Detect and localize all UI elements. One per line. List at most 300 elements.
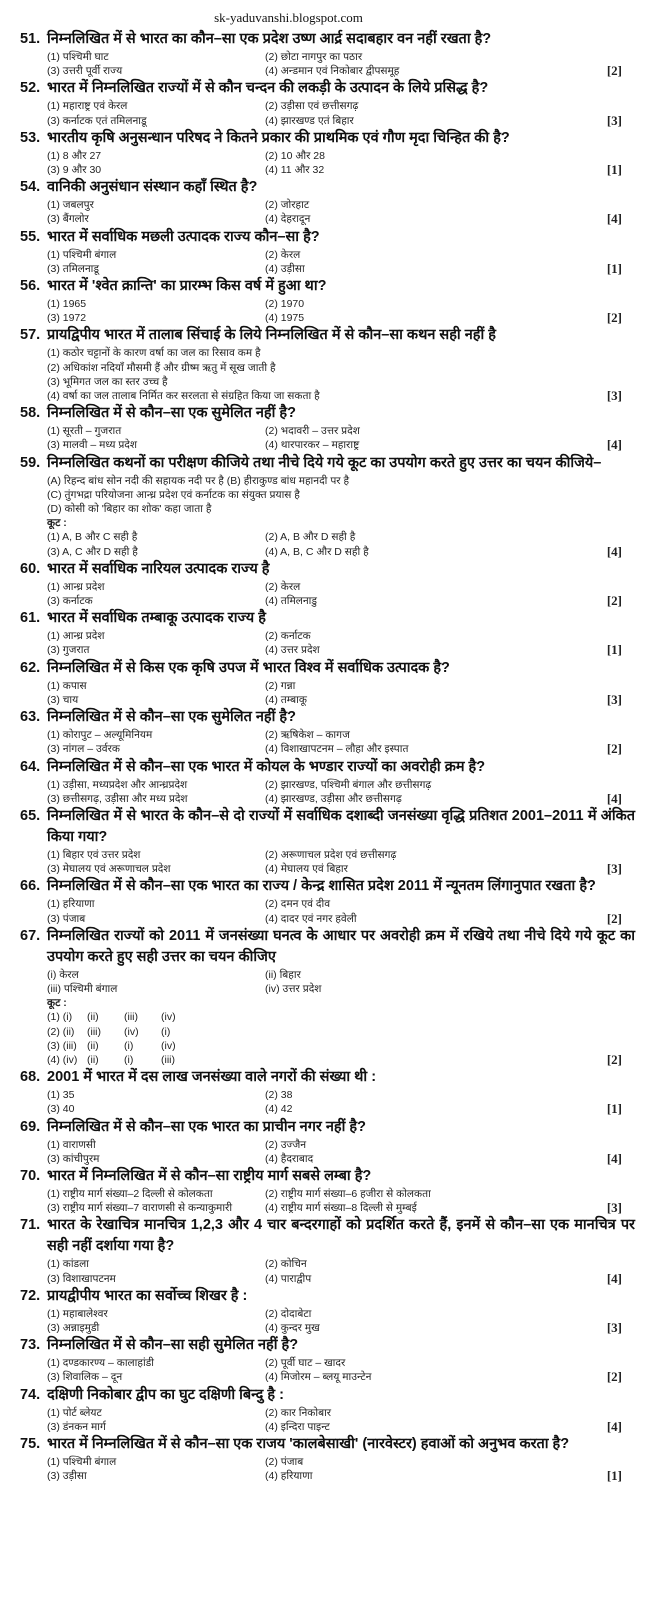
- option: (4) उड़ीसा: [265, 262, 305, 275]
- option: (4) हरियाणा: [265, 1470, 313, 1483]
- option-row: [20, 728, 635, 742]
- option: (2) छोटा नागपुर का पठार: [265, 51, 363, 63]
- option: (iv) उत्तर प्रदेश: [265, 982, 322, 995]
- option: (3) राष्ट्रीय मार्ग संख्या–7 वाराणसी से कन्याकुमारी: [47, 1202, 233, 1215]
- option: (2) अधिकांश नदियाँ मौसमी हैं और ग्रीष्म ऋतु में सूख जाती है: [47, 361, 276, 374]
- answer-key: [2]: [606, 593, 622, 609]
- option: (1) आन्ध्र प्रदेश: [47, 630, 105, 643]
- question-item: [20, 806, 635, 876]
- question-text: निम्नलिखित में से कौन–सा एक सुमेलित नहीं है?: [47, 709, 296, 726]
- option: (1) महाराष्ट्र एवं केरल: [47, 100, 128, 113]
- question-item: [20, 559, 635, 608]
- question-text: प्रायद्वीपीय भारत का सर्वोच्च शिखर है :: [47, 1287, 248, 1304]
- kut-cell: (iii): [87, 1025, 101, 1038]
- option-row: [20, 311, 635, 325]
- answer-key: [2]: [606, 310, 622, 326]
- option-row: [20, 474, 635, 488]
- option-row: [20, 1088, 635, 1102]
- option-row: [20, 502, 635, 516]
- option: (1) A, B और C सही है: [47, 531, 138, 544]
- option: (1) 35: [47, 1089, 75, 1102]
- option: (1) जबलपुर: [47, 199, 94, 212]
- question-text: निम्नलिखित राज्यों को 2011 में जनसंख्या घनत्व के आधार पर अवरोही क्रम में रखिये तथा नीचे दिये गये कूट का उपयोग करते हुए सही उत्तर का चयन कीजिए: [47, 927, 635, 965]
- question-item: [20, 1286, 635, 1335]
- option: (3) कांचीपुरम: [47, 1152, 100, 1165]
- question-line: [20, 276, 635, 297]
- question-line: [20, 128, 635, 149]
- question-number: 72.: [20, 1287, 41, 1304]
- option: (4) इन्दिरा पाइन्ट: [265, 1420, 330, 1433]
- option: (4) झारखण्ड, उड़ीसा और छत्तीसगढ़: [265, 792, 402, 805]
- option: (3) 40: [47, 1103, 75, 1116]
- option-row: [20, 1356, 635, 1370]
- option: (3) कर्नाटक एतं तमिलनाडू: [47, 114, 147, 127]
- kut-cell: (i): [124, 1053, 134, 1066]
- answer-key: [4]: [606, 1418, 622, 1434]
- option-row: [20, 862, 635, 876]
- option: (3) 9 और 30: [47, 164, 102, 177]
- option: (4) 42: [265, 1103, 293, 1116]
- question-number: 65.: [20, 807, 41, 824]
- option: (2) A, B और D सही है: [265, 531, 356, 544]
- option: (1) वाराणसी: [47, 1138, 96, 1151]
- question-text: निम्नलिखित में से कौन–सा एक भारत का प्राचीन नगर नहीं है?: [47, 1118, 366, 1135]
- option-row: [20, 114, 635, 128]
- option: (1) हरियाणा: [47, 898, 95, 911]
- option: (2) कोचिन: [265, 1258, 307, 1271]
- option-row: [20, 262, 635, 276]
- option: (2) अरूणाचल प्रदेश एवं छत्तीसगढ़: [265, 848, 397, 861]
- option: (3) बैंगलोर: [47, 213, 89, 226]
- question-number: 74.: [20, 1386, 41, 1403]
- question-number: 67.: [20, 927, 41, 944]
- option-row: [20, 163, 635, 177]
- option: (4) 1975: [265, 312, 305, 325]
- option-row: [20, 1321, 635, 1335]
- option: (3) भूमिगत जल का स्तर उच्च है: [47, 375, 168, 388]
- option: (2) भदावरी – उत्तर प्रदेश: [265, 425, 360, 438]
- question-text: निम्नलिखित कथनों का परीक्षण कीजिये तथा नीचे दिये गये कूट का उपयोग करते हुए उत्तर का चयन कीजिये–: [47, 454, 602, 471]
- answer-key: [4]: [606, 543, 622, 559]
- option: (2) केरल: [265, 248, 301, 261]
- option: (3) नांगल – उर्वरक: [47, 743, 120, 756]
- option-row: [20, 64, 635, 78]
- question-list: [20, 29, 635, 1483]
- question-text: निम्नलिखित में से भारत का कौन–सा एक प्रदेश उष्ण आर्द्र सदाबहार वन नहीं रखता है?: [47, 31, 492, 47]
- option-row: [20, 848, 635, 862]
- option: (3) कर्नाटक: [47, 595, 93, 608]
- question-text: निम्नलिखित में से कौन–सा एक सुमेलित नहीं है?: [47, 405, 296, 422]
- question-item: [20, 29, 635, 78]
- option-row: [20, 629, 635, 643]
- question-line: [20, 1215, 635, 1257]
- answer-key: [3]: [606, 861, 622, 877]
- kut-cell: (iv): [161, 1039, 176, 1052]
- question-item: [20, 128, 635, 177]
- option: (2) कर्नाटक: [265, 630, 311, 643]
- question-text: वानिकी अनुसंधान संस्थान कहाँ स्थित है?: [47, 179, 258, 196]
- answer-key: [2]: [606, 63, 622, 79]
- question-text: 2001 में भारत में दस लाख जनसंख्या वाले नगरों की संख्या थी :: [47, 1069, 377, 1086]
- option: (4) A, B, C और D सही है: [265, 545, 369, 558]
- option: (4) विशाखापटनम – लौहा और इस्पात: [265, 743, 409, 756]
- option-row: [20, 389, 635, 403]
- answer-key: [1]: [606, 162, 622, 178]
- option-row: [20, 982, 635, 996]
- kut-option-row: [20, 1039, 635, 1053]
- question-number: 73.: [20, 1337, 41, 1354]
- option: (2) ऋषिकेश – कागज: [265, 729, 350, 742]
- question-line: [20, 1385, 635, 1406]
- kut-cell: (iv): [161, 1011, 176, 1024]
- option-row: [20, 742, 635, 756]
- question-number: 57.: [20, 327, 41, 344]
- kut-cell: (ii): [87, 1011, 99, 1024]
- option: (A) रिहन्द बांध सोन नदी की सहायक नदी पर है (B) हीराकुण्ड बांध महानदी पर है: [47, 474, 350, 487]
- option: (4) अन्डमान एवं निकोबार द्वीपसमूह: [265, 65, 400, 78]
- question-text: प्रायद्विपीय भारत में तालाब सिंचाई के लिये निम्नलिखित में से कौन–सा कथन सही नहीं है: [47, 327, 496, 344]
- option-row: [20, 198, 635, 212]
- question-item: [20, 1434, 635, 1483]
- question-line: [20, 658, 635, 679]
- answer-key: [4]: [606, 1150, 622, 1166]
- option: (1) आन्ध्र प्रदेश: [47, 580, 105, 593]
- question-text: निम्नलिखित में से कौन–सा एक भारत में कोयल के भण्डार राज्यों का अवरोही क्रम है?: [47, 758, 486, 775]
- kut-label: कूट :: [47, 997, 67, 1010]
- option: (1) 8 और 27: [47, 149, 102, 162]
- question-text: निम्नलिखित में से भारत के कौन–से दो राज्यों में सर्वाधिक दशाब्दी जनसंख्या वृद्धि प्रतिशत 2001–2011 में अंकित किया गया?: [47, 807, 635, 845]
- question-line: [20, 559, 635, 580]
- option: (1) बिहार एवं उत्तर प्रदेश: [47, 848, 141, 861]
- kut-cell: (3) (iii): [47, 1039, 77, 1052]
- option: (4) थारपारकर – महाराष्ट्र: [265, 439, 360, 452]
- option: (3) डंनकन मार्ग: [47, 1420, 106, 1433]
- option: (2) पूर्वी घाट – खादर: [265, 1357, 346, 1370]
- kut-option-row: [20, 1010, 635, 1024]
- option-row: [20, 346, 635, 360]
- question-item: [20, 876, 635, 925]
- question-number: 53.: [20, 129, 41, 146]
- answer-key: [3]: [606, 388, 622, 404]
- option: (3) विशाखापटनम: [47, 1272, 116, 1285]
- option: (ii) बिहार: [265, 968, 301, 981]
- option: (3) चाय: [47, 693, 79, 706]
- question-number: 59.: [20, 454, 41, 471]
- question-line: [20, 876, 635, 897]
- option: (D) कोसी को 'बिहार का शोक' कहा जाता है: [47, 503, 212, 516]
- kut-cell: (2) (ii): [47, 1025, 75, 1038]
- option: (1) पश्चिमी बंगाल: [47, 248, 117, 261]
- question-item: [20, 276, 635, 325]
- question-text: भारत में सर्वाधिक तम्बाकू उत्पादक राज्य है: [47, 610, 266, 627]
- question-line: [20, 1434, 635, 1455]
- option-row: [20, 1455, 635, 1469]
- option-row: [20, 1187, 635, 1201]
- option-row: [20, 1272, 635, 1286]
- option-row: [20, 149, 635, 163]
- site-watermark-url: sk-yaduvanshi.blogspot.com: [214, 10, 363, 25]
- option: (iii) पश्चिमी बंगाल: [47, 982, 118, 995]
- question-line: [20, 1335, 635, 1356]
- option: (1) पोर्ट ब्लेयट: [47, 1406, 102, 1419]
- option: (4) राष्ट्रीय मार्ग संख्या–8 दिल्ली से मुम्बई: [265, 1202, 417, 1215]
- option: (2) 38: [265, 1089, 293, 1102]
- option-row: [20, 643, 635, 657]
- question-item: [20, 1117, 635, 1166]
- option-row: [20, 361, 635, 375]
- kut-cell: (ii): [87, 1053, 99, 1066]
- option: (1) उड़ीसा, मध्यप्रदेश और आन्ध्रप्रदेश: [47, 778, 188, 791]
- question-number: 69.: [20, 1118, 41, 1135]
- option: (3) 1972: [47, 312, 87, 325]
- option: (1) पश्चिमी बंगाल: [47, 1455, 117, 1468]
- option-row: [20, 968, 635, 982]
- question-line: [20, 29, 635, 50]
- answer-key: [2]: [606, 1369, 622, 1385]
- option: (1) पश्चिमी घाट: [47, 51, 109, 63]
- question-number: 75.: [20, 1435, 41, 1452]
- kut-label: कूट :: [47, 517, 67, 530]
- question-line: [20, 926, 635, 968]
- answer-key: [4]: [606, 1270, 622, 1286]
- option: (3) छत्तीसगढ़, उड़ीसा और मध्य प्रदेश: [47, 792, 188, 805]
- option-row: [20, 594, 635, 608]
- question-line: [20, 177, 635, 198]
- option-row: [20, 375, 635, 389]
- answer-key: [4]: [606, 437, 622, 453]
- question-number: 55.: [20, 228, 41, 245]
- option-row: [20, 212, 635, 226]
- option-row: [20, 1201, 635, 1215]
- question-item: [20, 453, 635, 559]
- option-row: [20, 1152, 635, 1166]
- answer-key: [1]: [606, 1101, 622, 1117]
- option-row: [20, 1469, 635, 1483]
- option: (3) A, C और D सही है: [47, 545, 138, 558]
- question-item: [20, 1385, 635, 1434]
- option-row: [20, 1307, 635, 1321]
- question-line: [20, 325, 635, 346]
- option-row: [20, 912, 635, 926]
- option: (C) तुंगभद्रा परियोजना आन्ध्र प्रदेश एवं कर्नाटक का संयुक्त प्रयास है: [47, 488, 300, 501]
- question-line: [20, 403, 635, 424]
- question-text: दक्षिणी निकोबार द्वीप का घुट दक्षिणी बिन्दु है :: [47, 1386, 284, 1403]
- question-item: [20, 608, 635, 657]
- answer-key: [2]: [606, 741, 622, 757]
- kut-cell: (i): [161, 1025, 171, 1038]
- question-line: [20, 1117, 635, 1138]
- option-row: [20, 1370, 635, 1384]
- question-item: [20, 1166, 635, 1215]
- option: (i) केरल: [47, 968, 79, 981]
- question-text: निम्नलिखित में से किस एक कृषि उपज में भारत विश्व में सर्वाधिक उत्पादक है?: [47, 659, 450, 676]
- option: (4) कुन्दर मुख: [265, 1321, 320, 1334]
- option-row: [20, 1257, 635, 1271]
- option: (4) पाराद्वीप: [265, 1272, 312, 1285]
- question-text: भारत में सर्वाधिक मछली उत्पादक राज्य कौन–सा है?: [47, 228, 320, 245]
- question-number: 52.: [20, 80, 41, 97]
- option: (1) महाबालेश्वर: [47, 1307, 108, 1320]
- question-line: [20, 757, 635, 778]
- question-text: भारत में निम्नलिखित राज्यों में से कौन चन्दन की लकड़ी के उत्पादन के लिये प्रसिद्ध है?: [47, 80, 489, 97]
- option-row: [20, 1406, 635, 1420]
- kut-cell: (ii): [87, 1039, 99, 1052]
- option: (3) तमिलनाडू: [47, 262, 100, 275]
- answer-key: [3]: [606, 1319, 622, 1335]
- answer-key: [4]: [606, 211, 622, 227]
- option: (4) झारखण्ड एतं बिहार: [265, 114, 354, 127]
- question-text: भारत में सर्वाधिक नारियल उत्पादक राज्य है: [47, 560, 270, 577]
- question-number: 66.: [20, 878, 41, 895]
- option: (4) मिजोरम – ब्लयू माउन्टेन: [265, 1371, 372, 1384]
- option-row: [20, 545, 635, 559]
- answer-key: [1]: [606, 260, 622, 276]
- option: (1) कपास: [47, 679, 87, 692]
- question-number: 60.: [20, 560, 41, 577]
- option: (4) मेघालय एवं बिहार: [265, 863, 348, 876]
- question-number: 61.: [20, 610, 41, 627]
- option: (3) उड़ीसा: [47, 1470, 87, 1483]
- option: (4) तम्बाकू: [265, 693, 307, 706]
- answer-key: [2]: [606, 1051, 622, 1067]
- option-row: [20, 424, 635, 438]
- option: (3) गुजरात: [47, 644, 90, 657]
- kut-cell: (iv): [124, 1025, 139, 1038]
- answer-key: [3]: [606, 1200, 622, 1216]
- option-row: [20, 488, 635, 502]
- question-line: [20, 707, 635, 728]
- question-number: 54.: [20, 179, 41, 196]
- option: (2) केरल: [265, 580, 301, 593]
- question-number: 51.: [20, 31, 41, 47]
- kut-cell: (4) (iv): [47, 1053, 78, 1066]
- option: (3) अन्नाइमुडी: [47, 1321, 100, 1334]
- question-text: भारत के रेखाचित्र मानचित्र 1,2,3 और 4 चार बन्दरगाहों को प्रदर्शित करते हैं, इनमें से कौन–सा एक मानचित्र पर सही नहीं दर्शाया गया है?: [47, 1217, 635, 1255]
- option-row: [20, 996, 635, 1010]
- kut-cell: (iii): [124, 1011, 138, 1024]
- answer-key: [3]: [606, 691, 622, 707]
- option-row: [20, 438, 635, 452]
- option: (4) देहरादून: [265, 213, 311, 226]
- answer-key: [3]: [606, 112, 622, 128]
- question-number: 58.: [20, 405, 41, 422]
- option-row: [20, 778, 635, 792]
- question-number: 71.: [20, 1217, 41, 1234]
- option: (2) 10 और 28: [265, 149, 325, 162]
- kut-option-row: [20, 1053, 635, 1067]
- answer-key: [1]: [606, 1468, 622, 1484]
- option: (2) 1970: [265, 298, 305, 311]
- option-row: [20, 1138, 635, 1152]
- question-item: [20, 658, 635, 707]
- question-item: [20, 1335, 635, 1384]
- option: (4) वर्षा का जल तालाब निर्मित कर सरलता से संग्रहित किया जा सकता है: [47, 390, 320, 403]
- option: (2) दोदाबेटा: [265, 1307, 312, 1320]
- option: (2) जोरहाट: [265, 199, 310, 212]
- option-row: [20, 897, 635, 911]
- question-line: [20, 806, 635, 848]
- option: (3) शिवालिक – दून: [47, 1371, 123, 1384]
- option-row: [20, 297, 635, 311]
- option: (3) पंजाब: [47, 912, 86, 925]
- option-row: [20, 99, 635, 113]
- question-item: [20, 707, 635, 756]
- question-item: [20, 757, 635, 806]
- option: (3) मेघालय एवं अरूणाचल प्रदेश: [47, 863, 171, 876]
- option: (1) सूरती – गुजरात: [47, 425, 122, 438]
- question-line: [20, 608, 635, 629]
- option: (1) 1965: [47, 298, 87, 311]
- option: (2) झारखण्ड, पश्चिमी बंगाल और छत्तीसगढ़: [265, 778, 432, 791]
- option: (4) हैदराबाद: [265, 1152, 314, 1165]
- question-line: [20, 1067, 635, 1088]
- option: (1) दण्डकारण्य – कालाहांडी: [47, 1357, 155, 1370]
- option: (2) राष्ट्रीय मार्ग संख्या–6 हजीरा से कोलकता: [265, 1187, 431, 1200]
- option: (2) पंजाब: [265, 1455, 304, 1468]
- question-text: भारतीय कृषि अनुसन्धान परिषद ने कितने प्रकार की प्राथमिक एवं गौण मृदा चिन्हित की है?: [47, 129, 510, 146]
- question-text: निम्नलिखित में से कौन–सा एक भारत का राज्य / केन्द्र शासित प्रदेश 2011 में न्यूनतम लिंगानुपात रखता है?: [47, 878, 596, 895]
- option-row: [20, 693, 635, 707]
- question-line: [20, 1166, 635, 1187]
- option: (2) उज्जैन: [265, 1138, 307, 1151]
- question-number: 63.: [20, 709, 41, 726]
- answer-key: [1]: [606, 642, 622, 658]
- kut-option-row: [20, 1025, 635, 1039]
- question-item: [20, 325, 635, 403]
- answer-key: [2]: [606, 910, 622, 926]
- option: (3) मालवी – मध्य प्रदेश: [47, 439, 138, 452]
- option-row: [20, 530, 635, 544]
- question-item: [20, 926, 635, 1067]
- question-number: 64.: [20, 758, 41, 775]
- option: (1) कठोर चट्टानों के कारण वर्षा का जल का रिसाव कम है: [47, 347, 261, 360]
- question-number: 62.: [20, 659, 41, 676]
- option: (4) दादर एवं नगर हवेली: [265, 912, 357, 925]
- question-line: [20, 1286, 635, 1307]
- option: (2) कार निकोबार: [265, 1406, 332, 1419]
- kut-cell: (iii): [161, 1053, 175, 1066]
- kut-cell: (1) (i): [47, 1011, 73, 1024]
- option: (2) गन्ना: [265, 679, 296, 692]
- option-row: [20, 248, 635, 262]
- option-row: [20, 679, 635, 693]
- option: (1) कांडला: [47, 1258, 89, 1271]
- kut-cell: (i): [124, 1039, 134, 1052]
- option: (4) उत्तर प्रदेश: [265, 644, 320, 657]
- option-row: [20, 580, 635, 594]
- question-text: निम्नलिखित में से कौन–सा सही सुमेलित नहीं है?: [47, 1337, 299, 1354]
- option: (1) कोरापुट – अल्यूमिनियम: [47, 729, 153, 742]
- option: (2) दमन एवं दीव: [265, 898, 331, 911]
- question-text: भारत में निम्नलिखित में से कौन–सा एक राजय 'कालबेसाखी' (नारवेस्टर) हवाओं को अनुभव करता है?: [47, 1435, 570, 1452]
- answer-key: [4]: [606, 790, 622, 806]
- option-row: [20, 1102, 635, 1116]
- option: (2) उड़ीसा एवं छत्तीसगढ़: [265, 100, 359, 113]
- question-item: [20, 177, 635, 226]
- option: (1) राष्ट्रीय मार्ग संख्या–2 दिल्ली से कोलकता: [47, 1187, 213, 1200]
- question-text: भारत में निम्नलिखित में से कौन–सा राष्ट्रीय मार्ग सबसे लम्बा है?: [47, 1167, 372, 1184]
- question-line: [20, 227, 635, 248]
- question-line: [20, 78, 635, 99]
- question-number: 70.: [20, 1167, 41, 1184]
- option-row: [20, 50, 635, 64]
- option: (3) उत्तरी पूर्वी राज्य: [47, 65, 123, 78]
- question-number: 68.: [20, 1069, 41, 1086]
- question-item: [20, 78, 635, 127]
- question-text: भारत में 'श्वेत क्रान्ति' का प्रारम्भ किस वर्ष में हुआ था?: [47, 278, 327, 295]
- option: (4) तमिलनाडु: [265, 595, 318, 608]
- question-item: [20, 1215, 635, 1285]
